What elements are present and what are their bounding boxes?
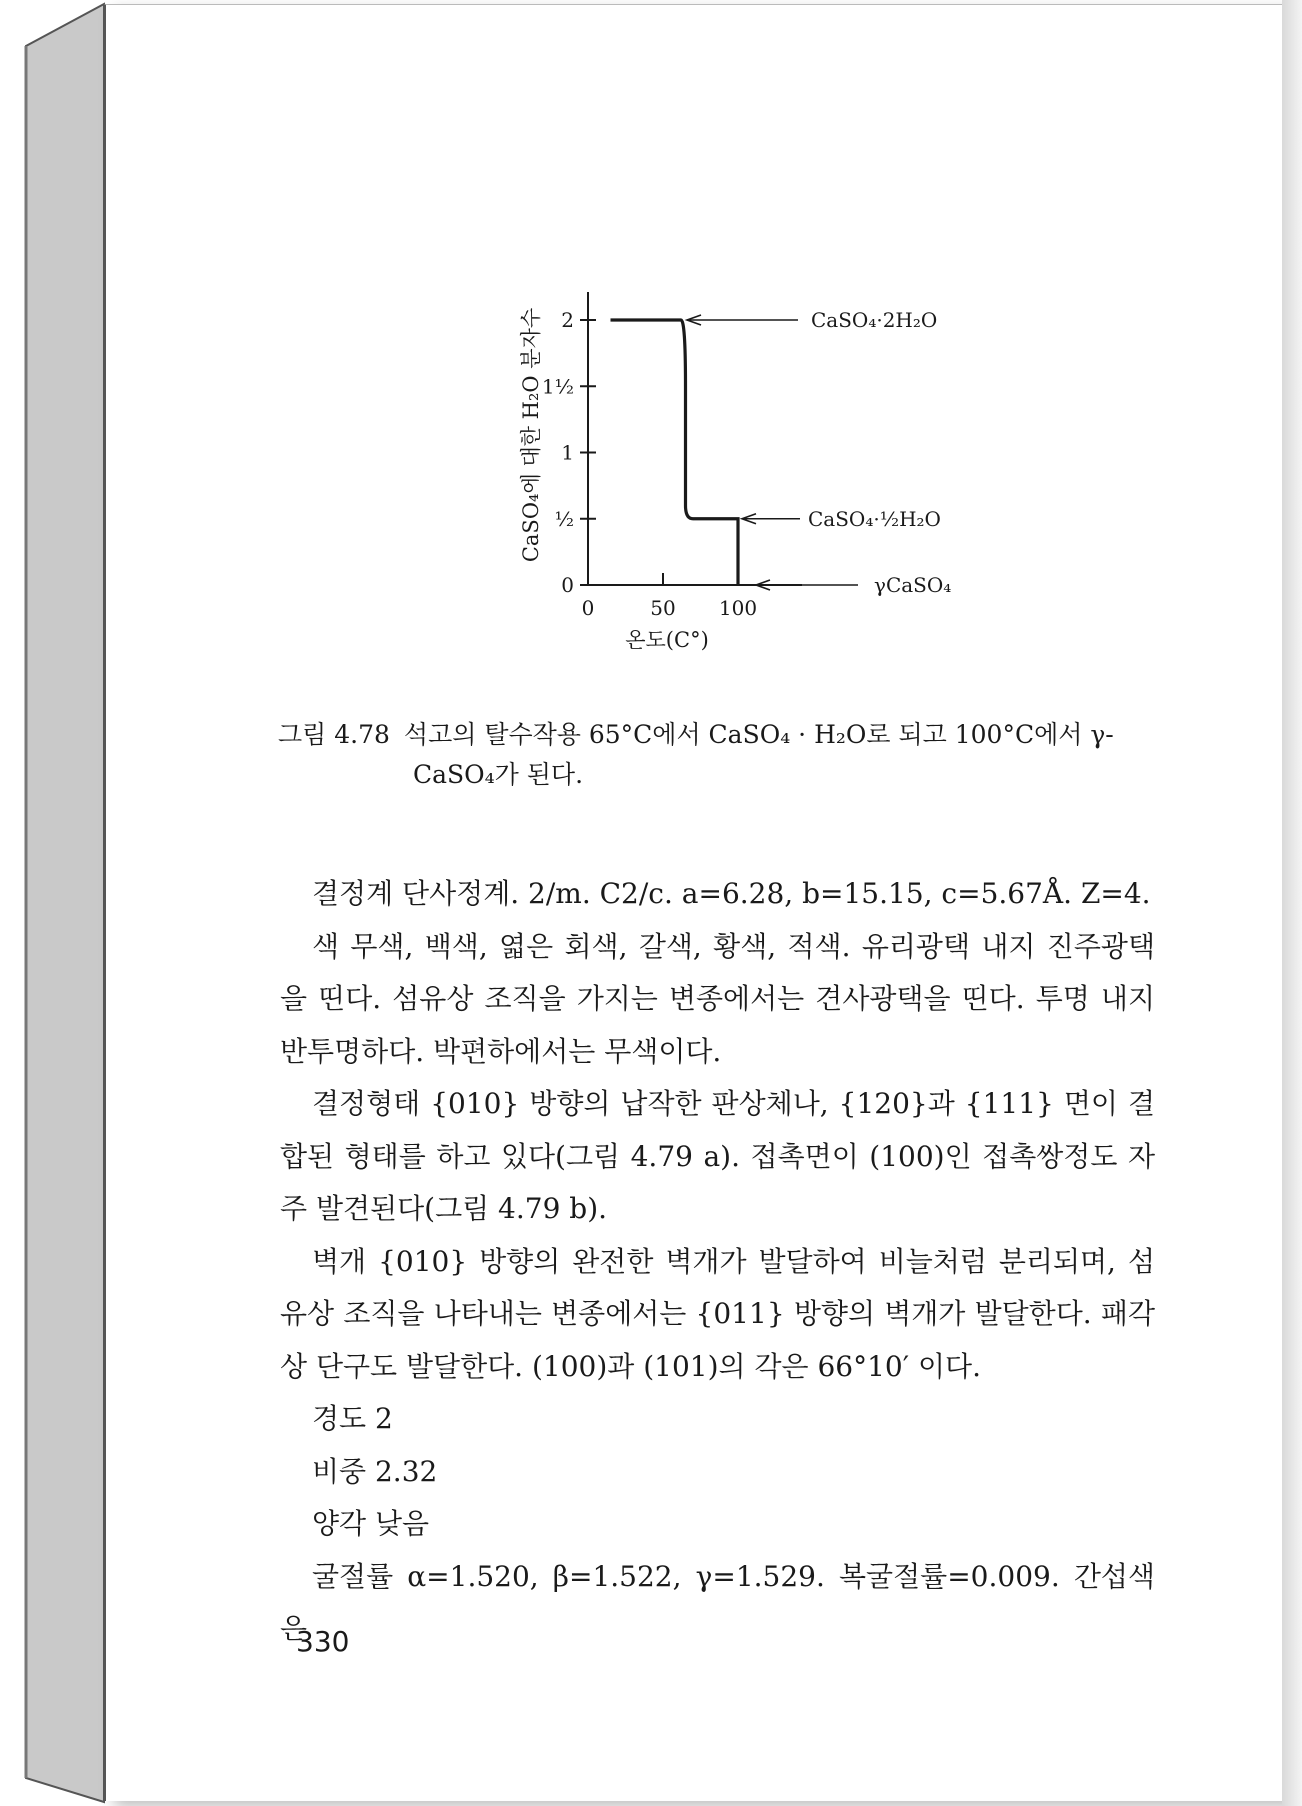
annotation-label: CaSO₄·½H₂O [808,506,941,531]
book-spine [0,0,110,1806]
page-number: 330 [296,1625,350,1658]
annotation-label: γCaSO₄ [874,573,952,597]
x-tick-label: 100 [718,596,758,620]
y-tick-label: 1½ [541,374,574,399]
caption-line-1: 석고의 탈수작용 65°C에서 CaSO₄ · H₂O로 되고 100°C에서 γ- [403,720,1114,749]
paragraph-cleavage: 벽개 {010} 방향의 완전한 벽개가 발달하여 비늘처럼 분리되며, 섬유상 조직을 나타내는 변종에서는 {011} 방향의 벽개가 발달한다. 패각상 단구도 발달한다. (100)과 (101)의 각은 66°10′ 이다. [280,1244,1155,1383]
paragraph-hardness: 경도 2 [312,1402,393,1435]
paragraph-crystal-form: 결정형태 {010} 방향의 납작한 판상체나, {120}과 {111} 면이 결합된 형태를 하고 있다(그림 4.79 a). 접촉면이 (100)인 접촉쌍정도 자주 발견된다(그림 4.79 b). [280,1087,1155,1225]
paragraph-relief: 양각 낮음 [312,1507,430,1540]
caption-line-2: CaSO₄가 된다. [413,760,584,789]
figure-caption [278,715,1158,795]
y-axis-label: CaSO₄에 대한 H₂O 분자수 [519,307,543,563]
paragraph-crystal-system: 결정계 단사정계. 2/m. C2/c. a=6.28, b=15.15, c=5.67Å. Z=4. [312,877,1151,910]
x-axis-label: 온도(C°) [625,628,709,652]
paragraph-specific-gravity: 비중 2.32 [312,1454,438,1488]
x-tick-label: 0 [581,596,595,620]
paragraph-color: 색 무색, 백색, 엷은 회색, 갈색, 황색, 적색. 유리광택 내지 진주광택을 띤다. 섬유상 조직을 가지는 변종에서는 견사광택을 띤다. 투명 내지 반투명하다. 박편하에서는 무색이다. [280,929,1155,1068]
y-tick-label: 1 [561,440,574,465]
dehydration-chart [520,230,980,650]
page-shadow [1282,0,1302,1806]
caption-number: 그림 4.78 [278,720,390,749]
x-tick-label: 50 [650,596,676,620]
annotation-label: CaSO₄·2H₂O [811,308,938,332]
paragraph-refraction: 굴절률 α=1.520, β=1.522, γ=1.529. 복굴절률=0.009. 간섭색은 [280,1559,1155,1645]
y-tick-label: ½ [554,506,574,531]
body-text [280,868,1155,1656]
y-tick-label: 0 [561,573,574,597]
y-tick-label: 2 [561,308,574,332]
dehydration-curve [611,320,739,585]
